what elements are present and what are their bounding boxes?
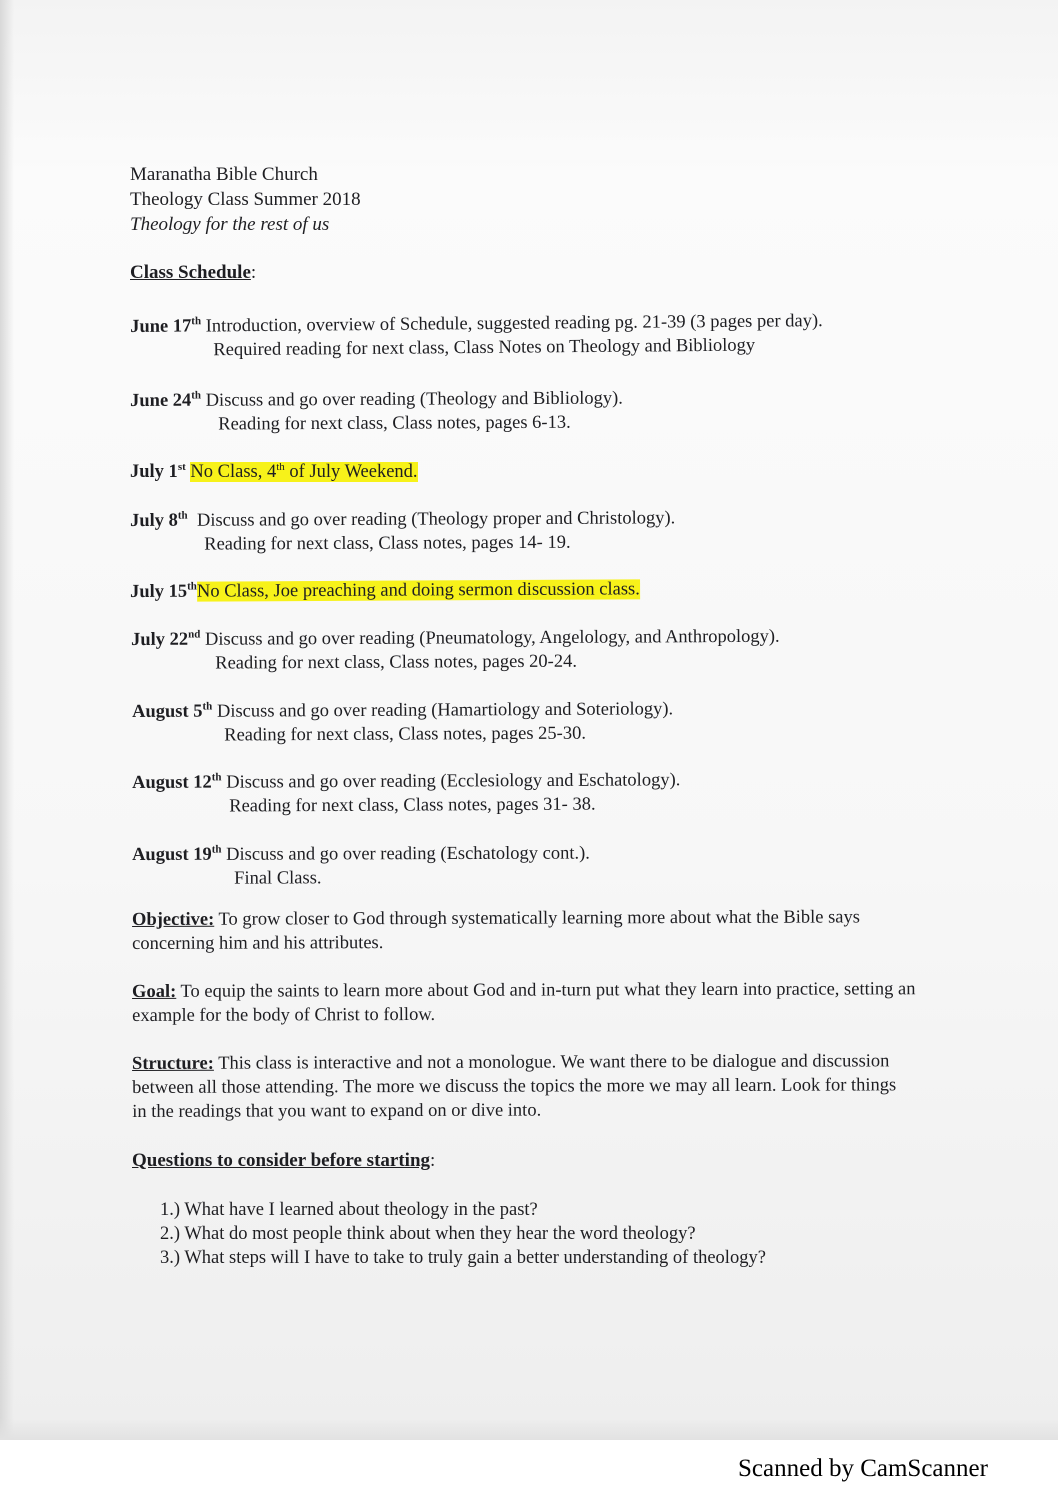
objective-text: To grow closer to God through systematically learning more about what the Bible says concerning him and his attributes.	[132, 907, 860, 954]
class-subtitle: Theology for the rest of us	[130, 214, 330, 235]
objective-paragraph	[132, 905, 922, 956]
entry-date: June 17th	[130, 315, 202, 338]
schedule-entry-august-19	[132, 836, 590, 891]
questions-heading	[132, 1150, 435, 1172]
list-item	[160, 1222, 766, 1246]
entry-line-1: Introduction, overview of Schedule, suggested reading pg. 21-39 (3 pages per day).	[201, 311, 823, 337]
paper-shadow-edge	[0, 0, 14, 1440]
schedule-entry-july-22	[131, 620, 780, 677]
schedule-entry-august-12	[132, 763, 681, 819]
entry-line-2: Final Class.	[234, 868, 322, 889]
structure-paragraph	[132, 1049, 902, 1124]
structure-text: This class is interactive and not a monologue. We want there to be dialogue and discussion between all those attending. The more we discuss the topics the more we may all learn. Look for things in the readings that you want to expand on or dive into.	[132, 1051, 897, 1122]
structure-label: Structure:	[132, 1053, 214, 1074]
schedule-entry-july-8	[130, 501, 675, 557]
questions-heading-text: Questions to consider before starting	[132, 1150, 431, 1171]
entry-line-2: Reading for next class, Class notes, pages 6-13.	[218, 412, 571, 435]
schedule-entry-june-24	[130, 381, 623, 437]
question-text: What do most people think about when they hear the word theology?	[184, 1224, 696, 1244]
schedule-entry-july-1	[130, 455, 418, 484]
schedule-entry-august-5	[132, 692, 673, 748]
schedule-entry-june-17	[130, 304, 823, 363]
class-title: Theology Class Summer 2018	[130, 189, 361, 210]
entry-date: August 12th	[132, 771, 222, 794]
entry-line-1: Discuss and go over reading (Theology and Bibliology).	[200, 388, 623, 411]
entry-date: August 5th	[132, 700, 213, 723]
question-text: What steps will I have to take to truly gain a better understanding of theology?	[184, 1248, 766, 1268]
question-number: 3.)	[160, 1248, 181, 1268]
entry-line-2: Reading for next class, Class notes, pages 20-24.	[215, 651, 577, 674]
entry-line-1: Discuss and go over reading (Pneumatology, Angelology, and Anthropology).	[200, 626, 780, 650]
objective-label: Objective:	[132, 909, 215, 930]
schedule-entry-july-15	[130, 572, 640, 604]
entry-line-1: Discuss and go over reading (Ecclesiology and Eschatology).	[221, 770, 681, 793]
entry-line-2: Reading for next class, Class notes, pages 25-30.	[224, 723, 586, 746]
entry-line-1: Discuss and go over reading (Theology proper and Christology).	[187, 508, 676, 531]
entry-date: August 19th	[132, 843, 222, 866]
highlighted-notice: No Class, 4th of July Weekend.	[190, 461, 418, 483]
entry-date: July 1st	[130, 461, 186, 483]
goal-paragraph	[132, 977, 932, 1028]
entry-line-1: Discuss and go over reading (Eschatology cont.).	[221, 843, 590, 865]
entry-date: July 15th	[130, 580, 197, 603]
highlighted-notice: No Class, Joe preaching and doing sermon discussion class.	[196, 579, 640, 602]
entry-line-1: Discuss and go over reading (Hamartiology and Soteriology).	[212, 699, 674, 722]
question-number: 2.)	[160, 1224, 181, 1244]
goal-text: To equip the saints to learn more about God and in-turn put what they learn into practice, setting an example for the body of Christ to follow.	[132, 979, 916, 1026]
entry-line-2: Reading for next class, Class notes, pages 31- 38.	[229, 794, 596, 817]
paper-bottom-shadow	[0, 1418, 1058, 1440]
schedule-heading-text: Class Schedule	[130, 262, 251, 283]
list-item	[160, 1198, 766, 1222]
entry-line-2: Required reading for next class, Class Notes on Theology and Bibliology	[213, 335, 756, 361]
entry-date: June 24th	[130, 389, 202, 412]
schedule-heading-colon: :	[250, 262, 257, 283]
church-name: Maranatha Bible Church	[130, 164, 318, 185]
schedule-heading	[130, 262, 256, 284]
entry-date: July 8th	[130, 509, 188, 532]
list-item	[160, 1246, 766, 1270]
entry-date: July 22nd	[131, 628, 201, 651]
question-text: What have I learned about theology in the past?	[184, 1200, 538, 1220]
questions-heading-colon: :	[430, 1150, 436, 1171]
goal-label: Goal:	[132, 981, 177, 1002]
camscanner-watermark: Scanned by CamScanner	[738, 1455, 988, 1482]
questions-list	[160, 1198, 766, 1270]
entry-line-2: Reading for next class, Class notes, pages 14- 19.	[204, 532, 571, 555]
question-number: 1.)	[160, 1200, 181, 1220]
